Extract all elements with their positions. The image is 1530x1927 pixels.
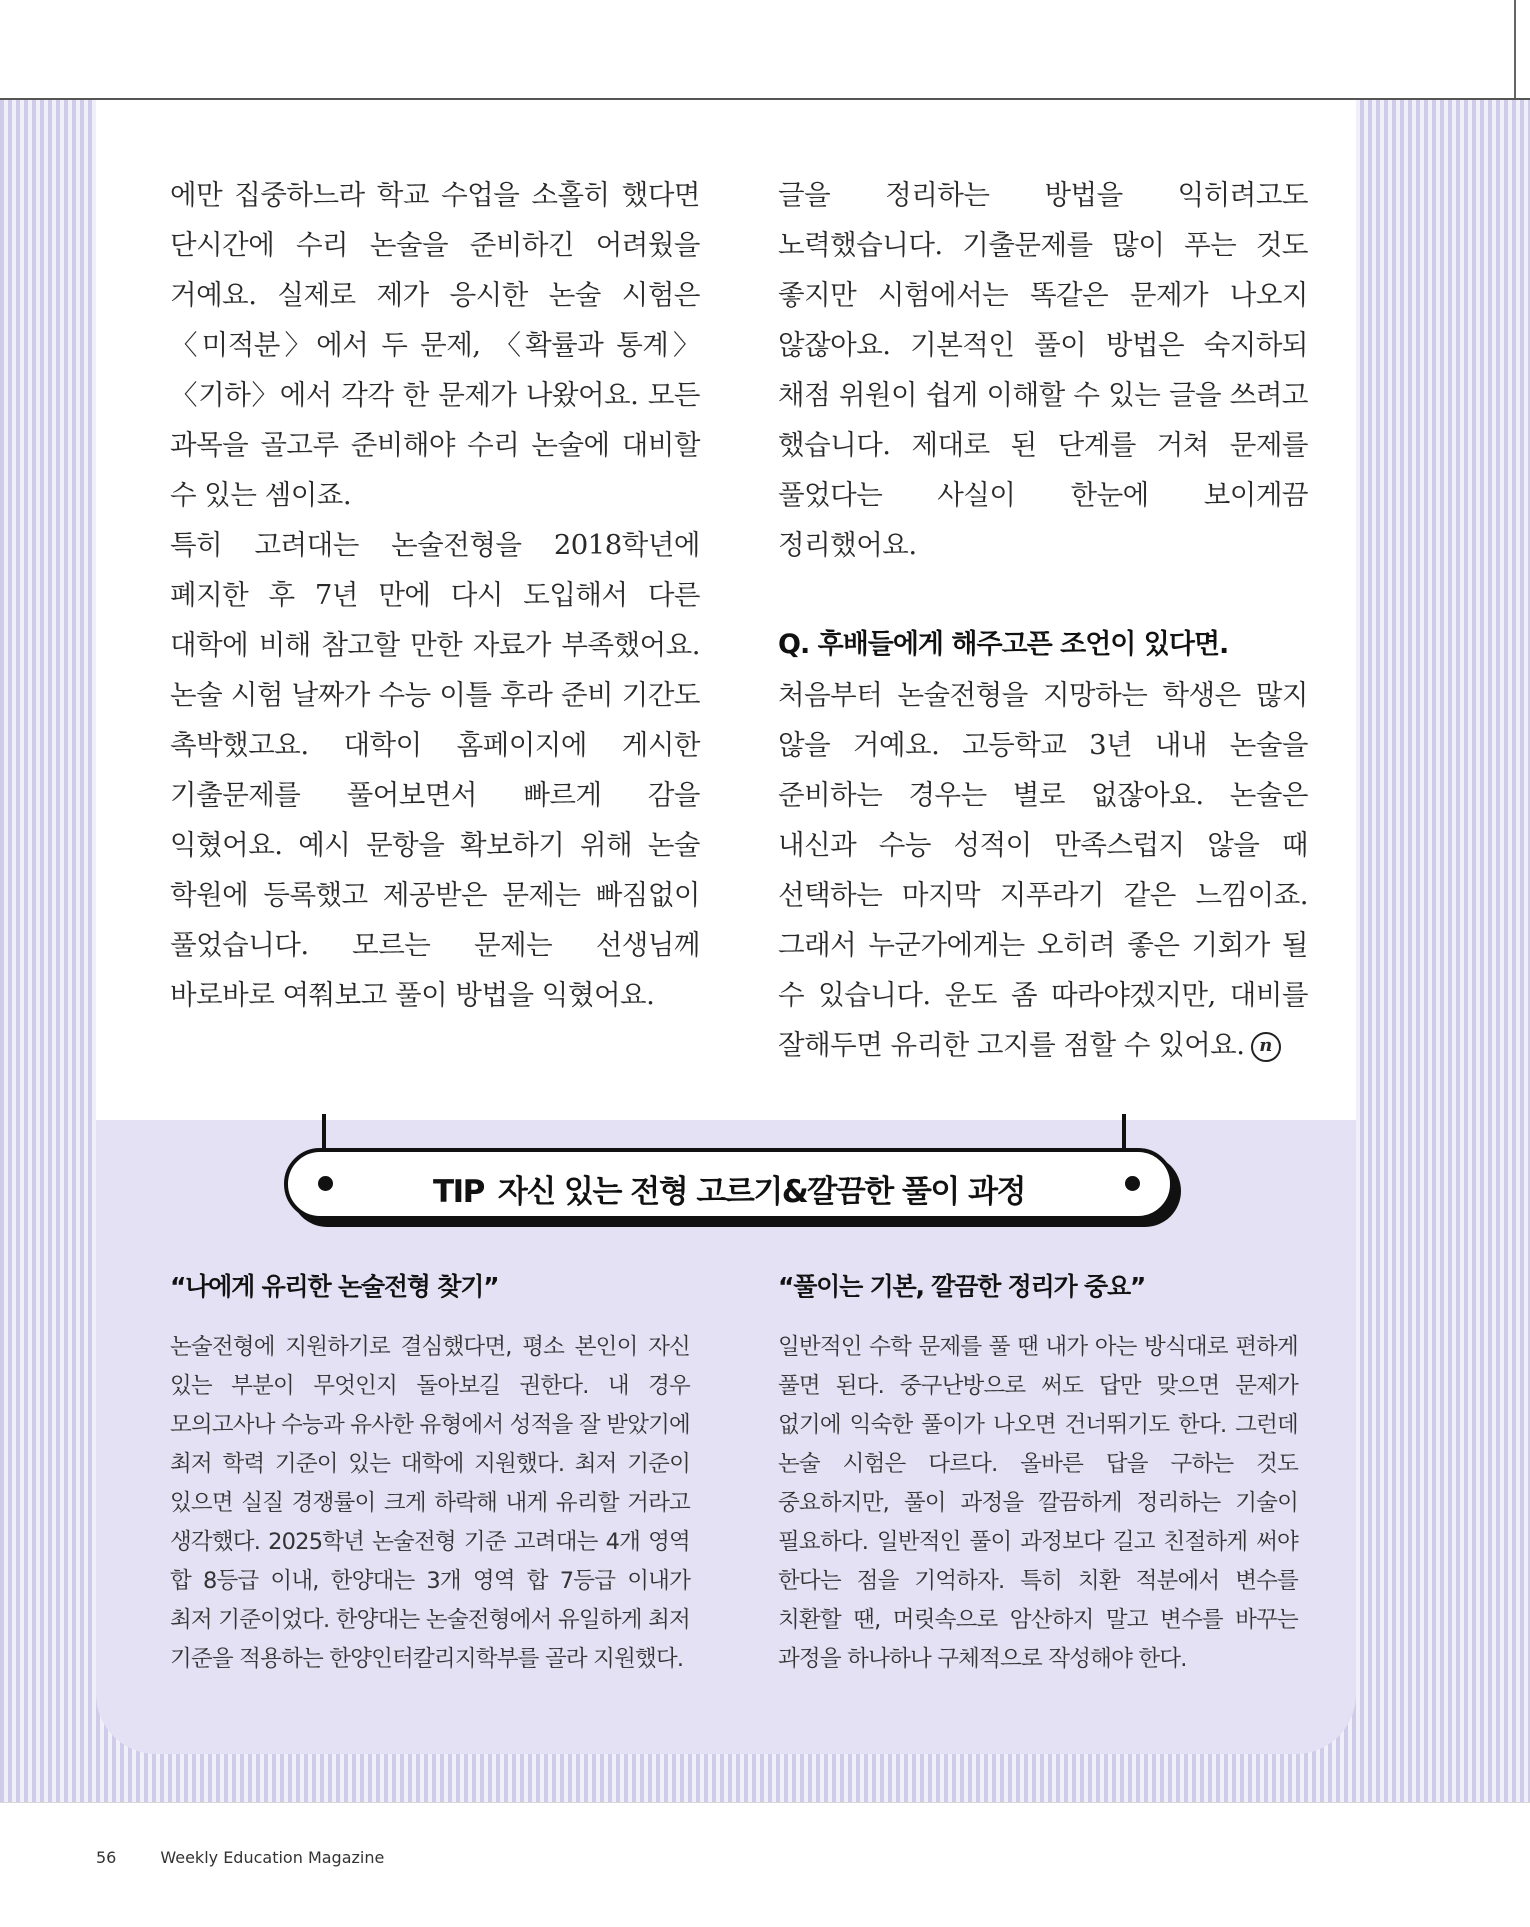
tip-left-column bbox=[170, 1270, 690, 1679]
tip-title-text: 자신 있는 전형 고르기&깔끔한 풀이 과정 bbox=[497, 1174, 1026, 1210]
tip-right-column bbox=[778, 1270, 1298, 1679]
top-strip bbox=[0, 0, 1530, 100]
paragraph: 에만 집중하느라 학교 수업을 소홀히 했다면 단시간에 수리 논술을 준비하긴 어려웠을 거예요. 실제로 제가 응시한 논술 시험은 〈미적분〉에서 두 문제, 〈확률과 통계〉 〈기하〉에서 각각 한 문제가 나왔어요. 모든 과목을 골고루 준비해야 수리 논술에 대비할 수 있는 셈이죠. bbox=[170, 179, 700, 511]
article-left-column bbox=[170, 170, 700, 1020]
paragraph: 특히 고려대는 논술전형을 2018학년에 폐지한 후 7년 만에 다시 도입해서 다른 대학에 비해 참고할 만한 자료가 부족했어요. 논술 시험 날짜가 수능 이틀 후라 준비 기간도 촉박했고요. 대학이 홈페이지에 게시한 기출문제를 풀어보면서 빠르게 감을 익혔어요. 예시 문항을 확보하기 위해 논술 학원에 등록했고 제공받은 문제는 빠짐없이 풀었습니다. 모르는 문제는 선생님께 바로바로 여쭤보고 풀이 방법을 익혔어요. bbox=[170, 529, 700, 1011]
answer-text: 처음부터 논술전형을 지망하는 학생은 많지 않을 거예요. 고등학교 3년 내내 논술을 준비하는 경우는 별로 없잖아요. 논술은 내신과 수능 성적이 만족스럽지 않을 때 선택하는 마지막 지푸라기 같은 느낌이죠. 그래서 누군가에게는 오히려 좋은 기회가 될 수 있습니다. 운도 좀 따라야겠지만, 대비를 잘해두면 유리한 고지를 점할 수 있어요. bbox=[778, 679, 1308, 1061]
page-number: 56 bbox=[96, 1848, 117, 1867]
question-heading: Q. 후배들에게 해주고픈 조언이 있다면. bbox=[778, 629, 1229, 660]
page-edge bbox=[1514, 0, 1516, 98]
tip-left-body: 논술전형에 지원하기로 결심했다면, 평소 본인이 자신 있는 부분이 무엇인지 돌아보길 권한다. 내 경우 모의고사나 수능과 유사한 유형에서 성적을 잘 받았기에 최저 학력 기준이 있는 대학에 지원했다. 최저 기준이 있으면 실질 경쟁률이 크게 하락해 내게 유리할 거라고 생각했다. 2025학년 논술전형 기준 고려대는 4개 영역 합 8등급 이내, 한양대는 3개 영역 합 7등급 이내가 최저 기준이었다. 한양대는 논술전형에서 유일하게 최저 기준을 적용하는 한양인터칼리지학부를 골라 지원했다. bbox=[170, 1334, 690, 1672]
answer-paragraph bbox=[778, 670, 1308, 1070]
publication-name: Weekly Education Magazine bbox=[160, 1848, 385, 1867]
tip-title bbox=[288, 1166, 1170, 1211]
end-mark-icon: n bbox=[1251, 1032, 1281, 1062]
tip-right-body: 일반적인 수학 문제를 풀 땐 내가 아는 방식대로 편하게 풀면 된다. 중구난방으로 써도 답만 맞으면 문제가 없기에 익숙한 풀이가 나오면 건너뛰기도 한다. 그런데 논술 시험은 다르다. 올바른 답을 구하는 것도 중요하지만, 풀이 과정을 깔끔하게 정리하는 기술이 필요하다. 일반적인 풀이 과정보다 길고 친절하게 써야 한다는 점을 기억하자. 특히 치환 적분에서 변수를 치환할 땐, 머릿속으로 암산하지 말고 변수를 바꾸는 과정을 하나하나 구체적으로 작성해야 한다. bbox=[778, 1334, 1298, 1672]
tip-right-heading: “풀이는 기본, 깔끔한 정리가 중요” bbox=[778, 1272, 1146, 1301]
dot-icon bbox=[1125, 1176, 1140, 1191]
article-right-column bbox=[778, 170, 1308, 1070]
footer-text bbox=[96, 1848, 384, 1867]
tip-left-heading: “나에게 유리한 논술전형 찾기” bbox=[170, 1272, 499, 1301]
paragraph: 글을 정리하는 방법을 익히려고도 노력했습니다. 기출문제를 많이 푸는 것도 좋지만 시험에서는 똑같은 문제가 나오지 않잖아요. 기본적인 풀이 방법은 숙지하되 채점 위원이 쉽게 이해할 수 있는 글을 쓰려고 했습니다. 제대로 된 단계를 거쳐 문제를 풀었다는 사실이 한눈에 보이게끔 정리했어요. bbox=[778, 179, 1308, 561]
tip-banner bbox=[284, 1148, 1174, 1220]
tip-label: TIP bbox=[432, 1174, 484, 1210]
